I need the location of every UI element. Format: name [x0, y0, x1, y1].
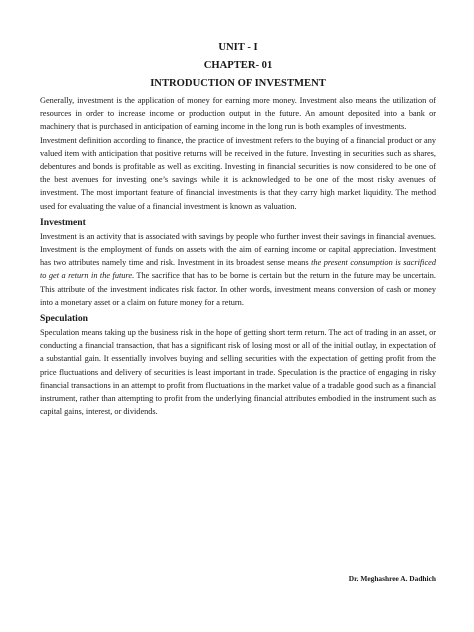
author-signature: Dr. Meghashree A. Dadhich	[348, 574, 436, 583]
speculation-paragraph: Speculation means taking up the business risk in the hope of getting short term return. The act of trading in an asset, or conducting a financial transaction, that has a significant risk of losing most or all of the initial outlay, in expectation of a substantial gain. It essentially involves buying and selling securities with the expectation of getting profit from the price fluctuations and delivery of securities is least important in trade. Speculation is the practice of engaging in risky financial transactions in an attempt to profit from fluctuations in the market value of a tradable good such as a financial instrument, rather than attempting to profit from the underlying financial attributes embodied in the instrument such as capital gains, interest, or dividends.	[40, 328, 436, 417]
investment-paragraph	[40, 230, 436, 309]
investment-text-before: Investment is an activity that is associated with savings by people who further invest their savings in financial avenues. Investment is the employment of funds on assets with the aim of earning income or capital appreciation. Investment has two attributes namely time and risk. Investment in its broadest sense means	[40, 231, 436, 268]
investment-heading: Investment	[40, 216, 86, 228]
investment-text-after: . The sacrifice that has to be borne is certain but the return in the future may be uncertain. This attribute of the investment indicates risk factor. In other words, investment means conversion of cash or money into a monetary asset or a claim on future money for a return.	[40, 271, 436, 307]
chapter-heading: CHAPTER- 01	[203, 60, 273, 71]
page-content	[40, 41, 436, 418]
intro-paragraph-2: Investment definition according to finance, the practice of investment refers to the buying of a financial product or any valued item with anticipation that positive returns will be received in the future. Investing in securities such as shares, debentures and bonds is profitable as well as exciting. Investing in financial securities is now considered to be one of the best avenues for investing one’s savings while it is acknowledged to be one of the most risky avenues of investment. The most important feature of financial investments is that they carry high market liquidity. The method used for evaluating the value of a financial investment is known as valuation.	[40, 135, 436, 211]
investment-emphasis: the present consumption is sacrificed to get a return in the future	[40, 258, 436, 281]
speculation-heading: Speculation	[40, 313, 88, 325]
chapter-title: INTRODUCTION OF INVESTMENT	[150, 78, 326, 89]
intro-paragraph-1: Generally, investment is the application of money for earning more money. Investment also means the utilization of resources in order to increase income or production output in the future. An amount deposited into a bank or machinery that is purchased in anticipation of earning income in the long run is both examples of investments.	[40, 96, 436, 132]
unit-heading: UNIT - I	[218, 42, 258, 53]
